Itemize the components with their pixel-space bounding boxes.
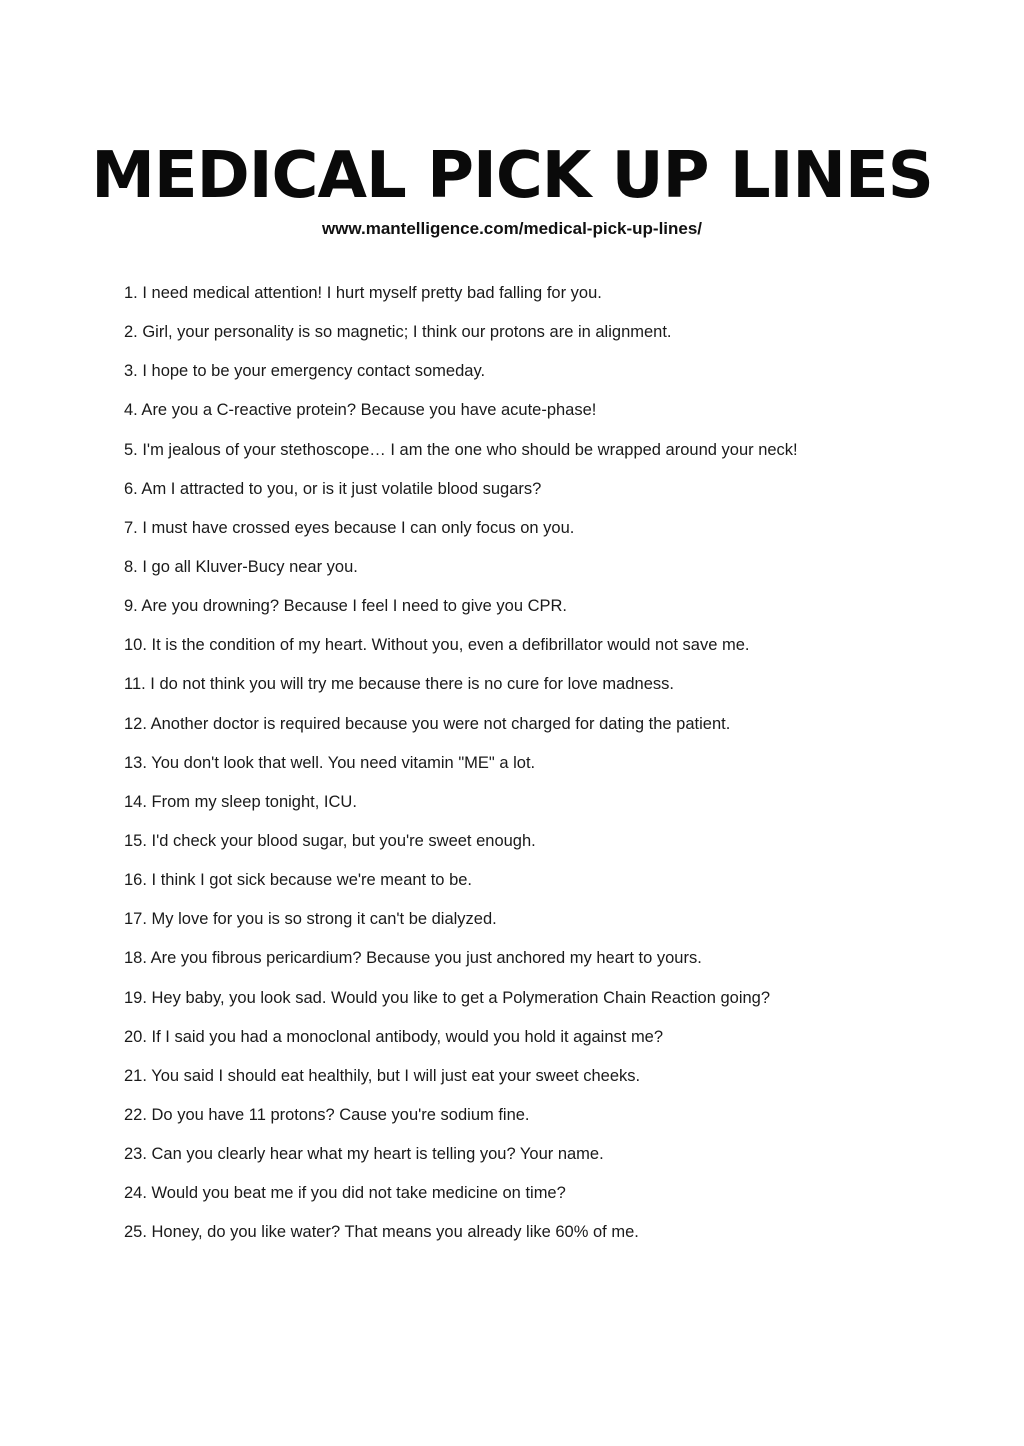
- list-item: 16. I think I got sick because we're meant to be.: [124, 871, 473, 890]
- list-item: 22. Do you have 11 protons? Cause you're sodium fine.: [124, 1105, 530, 1124]
- list-item: 9. Are you drowning? Because I feel I need to give you CPR.: [124, 597, 568, 616]
- list-item: 17. My love for you is so strong it can't be dialyzed.: [124, 910, 497, 929]
- list-item: 21. You said I should eat healthily, but I will just eat your sweet cheeks.: [124, 1066, 641, 1085]
- list-item: 11. I do not think you will try me because there is no cure for love madness.: [124, 675, 674, 694]
- list-item: 8. I go all Kluver-Bucy near you.: [124, 557, 358, 576]
- list-item: 19. Hey baby, you look sad. Would you like to get a Polymeration Chain Reaction going?: [124, 988, 771, 1007]
- list-item: 7. I must have crossed eyes because I can only focus on you.: [124, 518, 575, 537]
- list-item: 25. Honey, do you like water? That means you already like 60% of me.: [124, 1223, 639, 1242]
- list-item: 1. I need medical attention! I hurt myself pretty bad falling for you.: [124, 284, 602, 302]
- list-item: 24. Would you beat me if you did not take medicine on time?: [124, 1184, 566, 1203]
- list-item: 23. Can you clearly hear what my heart is telling you? Your name.: [124, 1145, 604, 1164]
- page-title: MEDICAL PICK UP LINES: [91, 139, 933, 213]
- list-item: 13. You don't look that well. You need vitamin "ME" a lot.: [124, 753, 536, 772]
- list-item: 5. I'm jealous of your stethoscope… I am the one who should be wrapped around your neck!: [124, 440, 798, 459]
- list-item: 4. Are you a C-reactive protein? Because you have acute-phase!: [124, 401, 597, 420]
- list-item: 2. Girl, your personality is so magnetic; I think our protons are in alignment.: [124, 323, 672, 342]
- list-item: 10. It is the condition of my heart. Without you, even a defibrillator would not save me.: [124, 636, 750, 655]
- pick-up-lines-list: [124, 282, 944, 1261]
- list-item: 18. Are you fibrous pericardium? Because you just anchored my heart to yours.: [124, 949, 702, 968]
- list-item: 15. I'd check your blood sugar, but you're sweet enough.: [124, 831, 536, 850]
- list-item: 6. Am I attracted to you, or is it just volatile blood sugars?: [124, 479, 542, 498]
- list-item: 12. Another doctor is required because you were not charged for dating the patient.: [124, 714, 731, 733]
- list-item: 3. I hope to be your emergency contact someday.: [124, 362, 486, 381]
- source-url: www.mantelligence.com/medical-pick-up-lines/: [321, 219, 703, 238]
- list-item: 20. If I said you had a monoclonal antibody, would you hold it against me?: [124, 1027, 664, 1046]
- list-item: 14. From my sleep tonight, ICU.: [124, 792, 357, 811]
